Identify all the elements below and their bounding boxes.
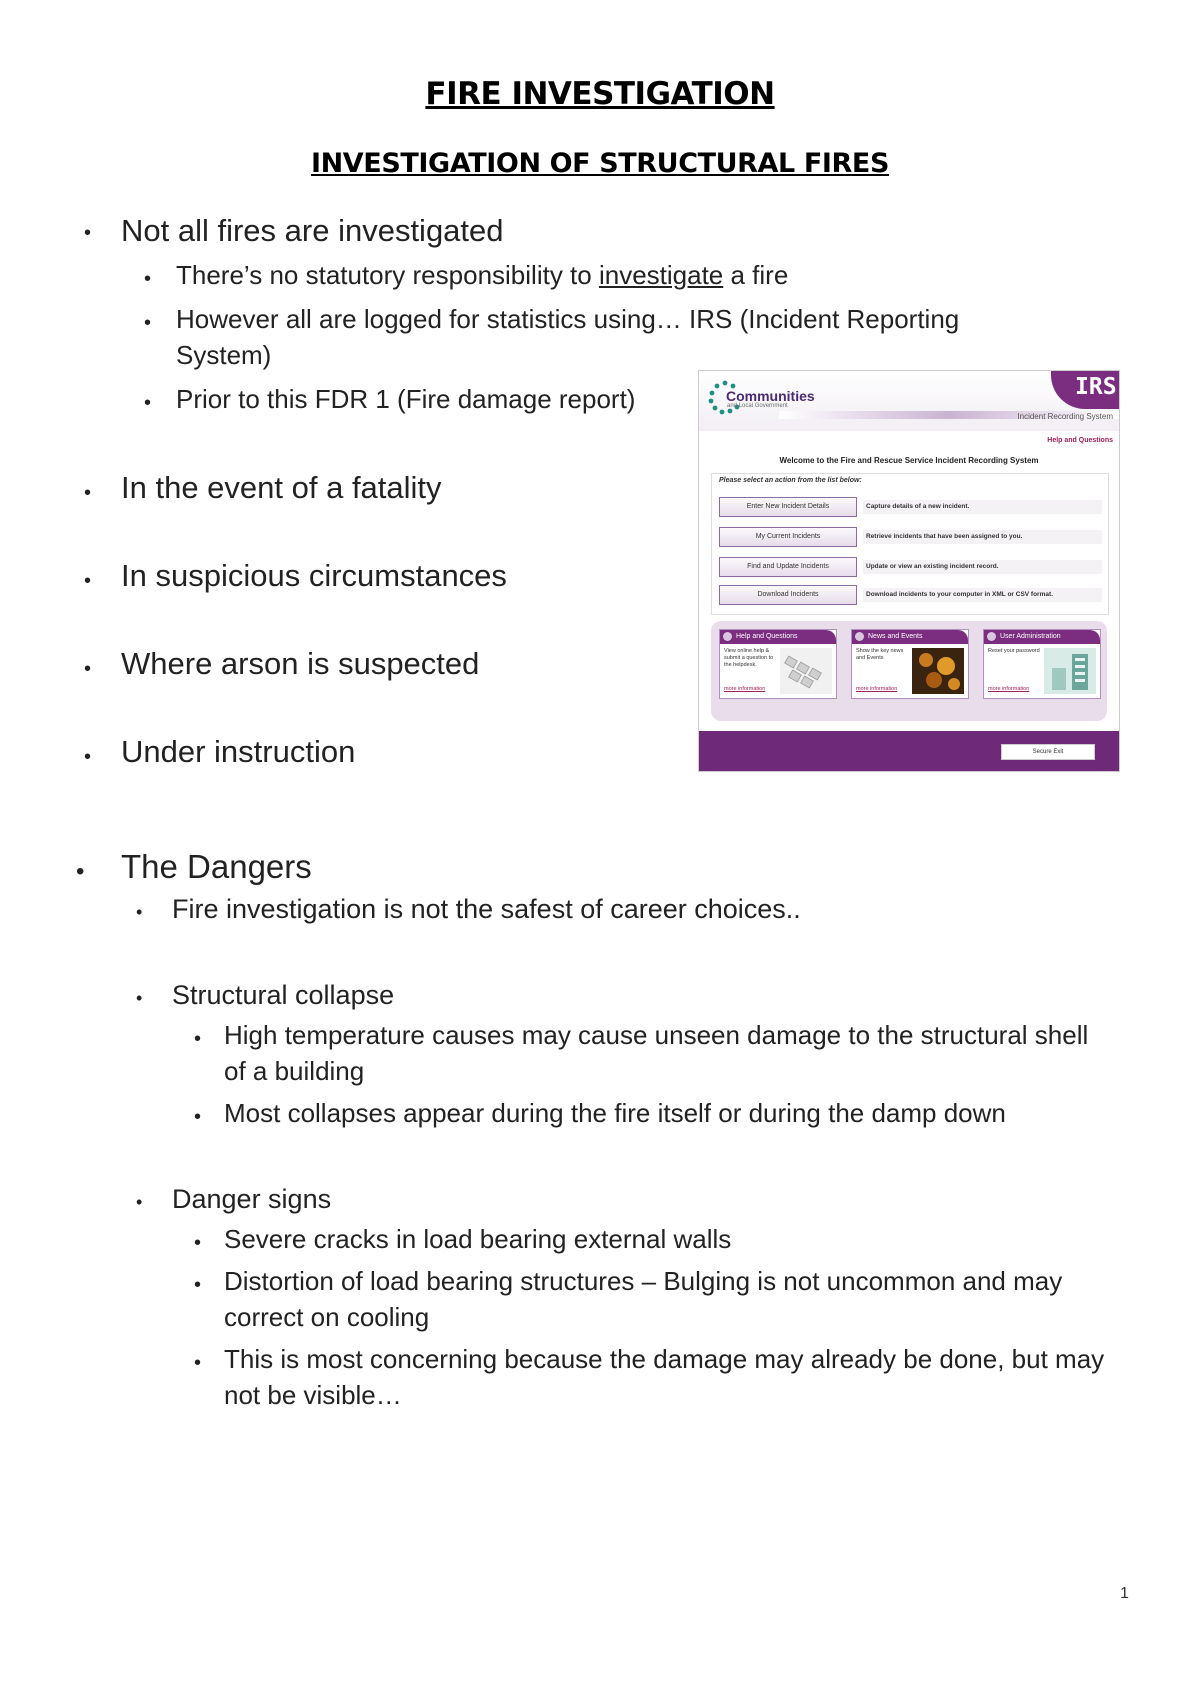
bullet-icon: •: [136, 1192, 143, 1212]
bullet-icon: •: [136, 988, 143, 1008]
list-item: In suspicious circumstances: [121, 558, 507, 593]
list-item: This is most concerning because the damage may already be done, but may: [224, 1344, 1105, 1374]
irs-lower-panel: [711, 621, 1107, 721]
card-text: Show the key news and Events: [856, 648, 904, 661]
page-title: FIRE INVESTIGATION: [425, 76, 775, 112]
irs-screenshot: [698, 370, 1120, 772]
bullet-icon: •: [136, 902, 143, 922]
list-item: However all are logged for statistics using… IRS (Incident Reporting: [176, 304, 960, 334]
list-item: There’s no statutory responsibility to investigate a fire: [176, 260, 789, 290]
irs-action-desc: Capture details of a new incident.: [863, 500, 1102, 514]
card-header: Help and Questions: [720, 630, 836, 644]
bullet-icon: •: [194, 1106, 202, 1128]
irs-action-row: [719, 557, 1099, 577]
list-item-heading: Danger signs: [172, 1184, 332, 1214]
card-link: more information: [724, 686, 766, 692]
bullet-icon: •: [194, 1352, 202, 1374]
list-item: Under instruction: [121, 734, 356, 769]
irs-action-desc: Update or view an existing incident record.: [863, 560, 1102, 574]
irs-action-row: [719, 585, 1099, 605]
list-item: Most collapses appear during the fire itself or during the damp down: [224, 1098, 1006, 1128]
card-link: more information: [988, 686, 1030, 692]
irs-welcome-text: Welcome to the Fire and Rescue Service Incident Recording System: [779, 456, 1039, 465]
bullet-icon: •: [76, 858, 85, 885]
server-image-icon: [1044, 648, 1096, 694]
irs-system-name: Incident Recording System: [1017, 412, 1113, 421]
page-number: 1: [1120, 1585, 1129, 1602]
list-item: Distortion of load bearing structures – Bulging is not uncommon and may: [224, 1266, 1063, 1296]
irs-action-row: [719, 527, 1099, 547]
section-heading: The Dangers: [121, 848, 312, 885]
find-update-incidents-button: Find and Update Incidents: [719, 557, 857, 577]
bullet-icon: •: [84, 658, 92, 680]
list-item-continued: not be visible…: [224, 1380, 402, 1410]
bullet-icon: •: [84, 482, 92, 504]
list-item: Prior to this FDR 1 (Fire damage report): [176, 384, 636, 414]
card-header: User Administration: [984, 630, 1100, 644]
list-item: Where arson is suspected: [121, 646, 480, 681]
irs-logo-text: Communities: [726, 388, 815, 404]
list-item: Fire investigation is not the safest of career choices..: [172, 894, 801, 924]
list-item: High temperature causes may cause unseen damage to the structural shell: [224, 1020, 1089, 1050]
user-icon: [987, 632, 996, 641]
bullet-icon: •: [144, 312, 152, 334]
card-header: News and Events: [852, 630, 968, 644]
card-text: Reset your password: [988, 648, 1040, 654]
fire-image-icon: [912, 648, 964, 694]
bullet-icon: •: [84, 570, 92, 592]
card-link: more information: [856, 686, 898, 692]
bullet-icon: •: [194, 1232, 202, 1254]
irs-logo-subtext: and Local Government: [727, 403, 788, 409]
investigate-link: investigate: [598, 260, 724, 290]
bullet-icon: •: [194, 1274, 202, 1296]
list-item-continued: System): [176, 340, 272, 370]
list-item-heading: Structural collapse: [172, 980, 395, 1010]
irs-prompt: Please select an action from the list below:: [719, 477, 862, 484]
irs-action-desc: Retrieve incidents that have been assigned to you.: [863, 530, 1102, 544]
card-text: View online help & submit a question to the helpdesk.: [724, 648, 774, 668]
bullet-icon: •: [144, 392, 152, 414]
help-icon: [723, 632, 732, 641]
download-incidents-button: Download Incidents: [719, 585, 857, 605]
irs-help-link: Help and Questions: [1047, 437, 1113, 444]
news-events-card: [851, 629, 969, 699]
irs-action-desc: Download incidents to your computer in XML or CSV format.: [863, 588, 1102, 602]
list-item: Not all fires are investigated: [121, 213, 504, 248]
list-item: Severe cracks in load bearing external walls: [224, 1224, 732, 1254]
help-questions-card: [719, 629, 837, 699]
page-subtitle: INVESTIGATION OF STRUCTURAL FIRES: [310, 148, 890, 179]
irs-action-row: [719, 497, 1099, 517]
bullet-icon: •: [84, 222, 92, 244]
user-admin-card: [983, 629, 1101, 699]
keyboard-image-icon: [780, 648, 832, 694]
list-item-continued: of a building: [224, 1056, 365, 1086]
list-item: In the event of a fatality: [121, 470, 442, 505]
bullet-icon: •: [194, 1028, 202, 1050]
list-item-continued: correct on cooling: [224, 1302, 430, 1332]
enter-new-incident-button: Enter New Incident Details: [719, 497, 857, 517]
news-icon: [855, 632, 864, 641]
bullet-icon: •: [144, 268, 152, 290]
secure-exit-button: Secure Exit: [1001, 744, 1095, 760]
my-current-incidents-button: My Current Incidents: [719, 527, 857, 547]
bullet-icon: •: [84, 746, 92, 768]
irs-badge-text: IRS: [1075, 374, 1117, 400]
